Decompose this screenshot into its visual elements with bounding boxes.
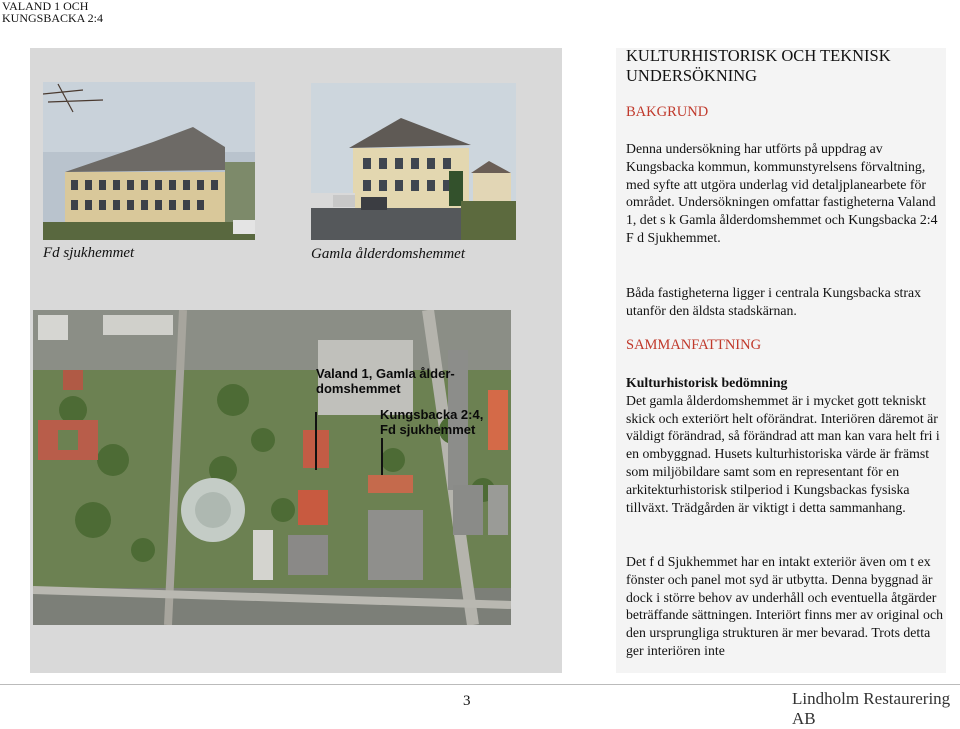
- title-line-2: UNDERSÖKNING: [626, 66, 758, 85]
- caption-sjukhemmet: Fd sjukhemmet: [43, 245, 135, 261]
- bakgrund-text-2: Båda fastigheterna ligger i centrala Kungsbacka strax utanför den äldsta stadskärnan.: [626, 285, 921, 318]
- footer-brand: Lindholm Restaurering AB: [792, 689, 951, 728]
- map-label-valand: [316, 366, 455, 396]
- map-label-valand-line-1: Valand 1, Gamla ålder-: [316, 366, 455, 381]
- page-number: 3: [463, 693, 471, 709]
- header-line-1: VALAND 1 OCH: [2, 0, 89, 13]
- map-label-valand-line-2: domshemmet: [316, 381, 401, 396]
- map-label-kungsbacka-line-1: Kungsbacka 2:4,: [380, 407, 484, 422]
- caption-alderdomshemmet: Gamla ålderdomshemmet: [311, 246, 466, 262]
- map-label-kungsbacka-line-2: Fd sjukhemmet: [380, 422, 476, 437]
- sammanfattning-text-2: Det f d Sjukhemmet har en intakt exteriör även om t ex fönster och panel mot syd är utbytta. Denna byggnad är dock i större behov av underhåll och eventuella åtgärder beträffande sättningen. Interiört finns mer av original och den ursprungliga strukturen är mer bevarad. Trots detta ger interiören inte: [626, 554, 943, 658]
- footer-divider: [0, 684, 960, 685]
- photo-sjukhemmet: [43, 82, 255, 240]
- paragraph-sammanfattning-2: [626, 553, 948, 660]
- paragraph-sammanfattning-1: [626, 374, 948, 516]
- photo-alderdomshemmet: [311, 83, 516, 240]
- document-title: [626, 46, 946, 86]
- aerial-map: [33, 310, 511, 625]
- bakgrund-text-1: Denna undersökning har utförts på uppdrag av Kungsbacka kommun, kommunstyrelsens förvaltning, med syfte att utgöra underlag vid detaljplanearbete för området. Undersökningen omfattar fastigheterna Valand 1, det s k Gamla ålderdomshemmet och Kungsbacka 2:4 F d Sjukhemmet.: [626, 141, 938, 245]
- section-heading-bakgrund: BAKGRUND: [626, 104, 709, 120]
- map-label-kungsbacka: [380, 407, 483, 437]
- header-line-2: KUNGSBACKA 2:4: [2, 11, 104, 25]
- document-header: [2, 0, 103, 24]
- paragraph-bakgrund-2: [626, 284, 948, 320]
- section-heading-sammanfattning: SAMMANFATTNING: [626, 337, 762, 353]
- sammanfattning-text-1: Det gamla ålderdomshemmet är i mycket gott tekniskt skick och exteriört helt oförändrat. Interiören däremot är väldigt förändrad, så förändrad att man kan vara helt fri i en ombyggnad. Husets kulturhistoriska värde är främst som miljöbildare samt som en representant för en arkitekturhistorisk stilperiod i Kungsbackas fysiska tillväxt. Trädgården är viktigt i detta sammanhang.: [626, 392, 940, 515]
- subheading-kulturhistorisk: Kulturhistorisk bedömning: [626, 375, 788, 390]
- title-line-1: KULTURHISTORISK OCH TEKNISK: [626, 46, 891, 65]
- paragraph-bakgrund-1: [626, 140, 948, 247]
